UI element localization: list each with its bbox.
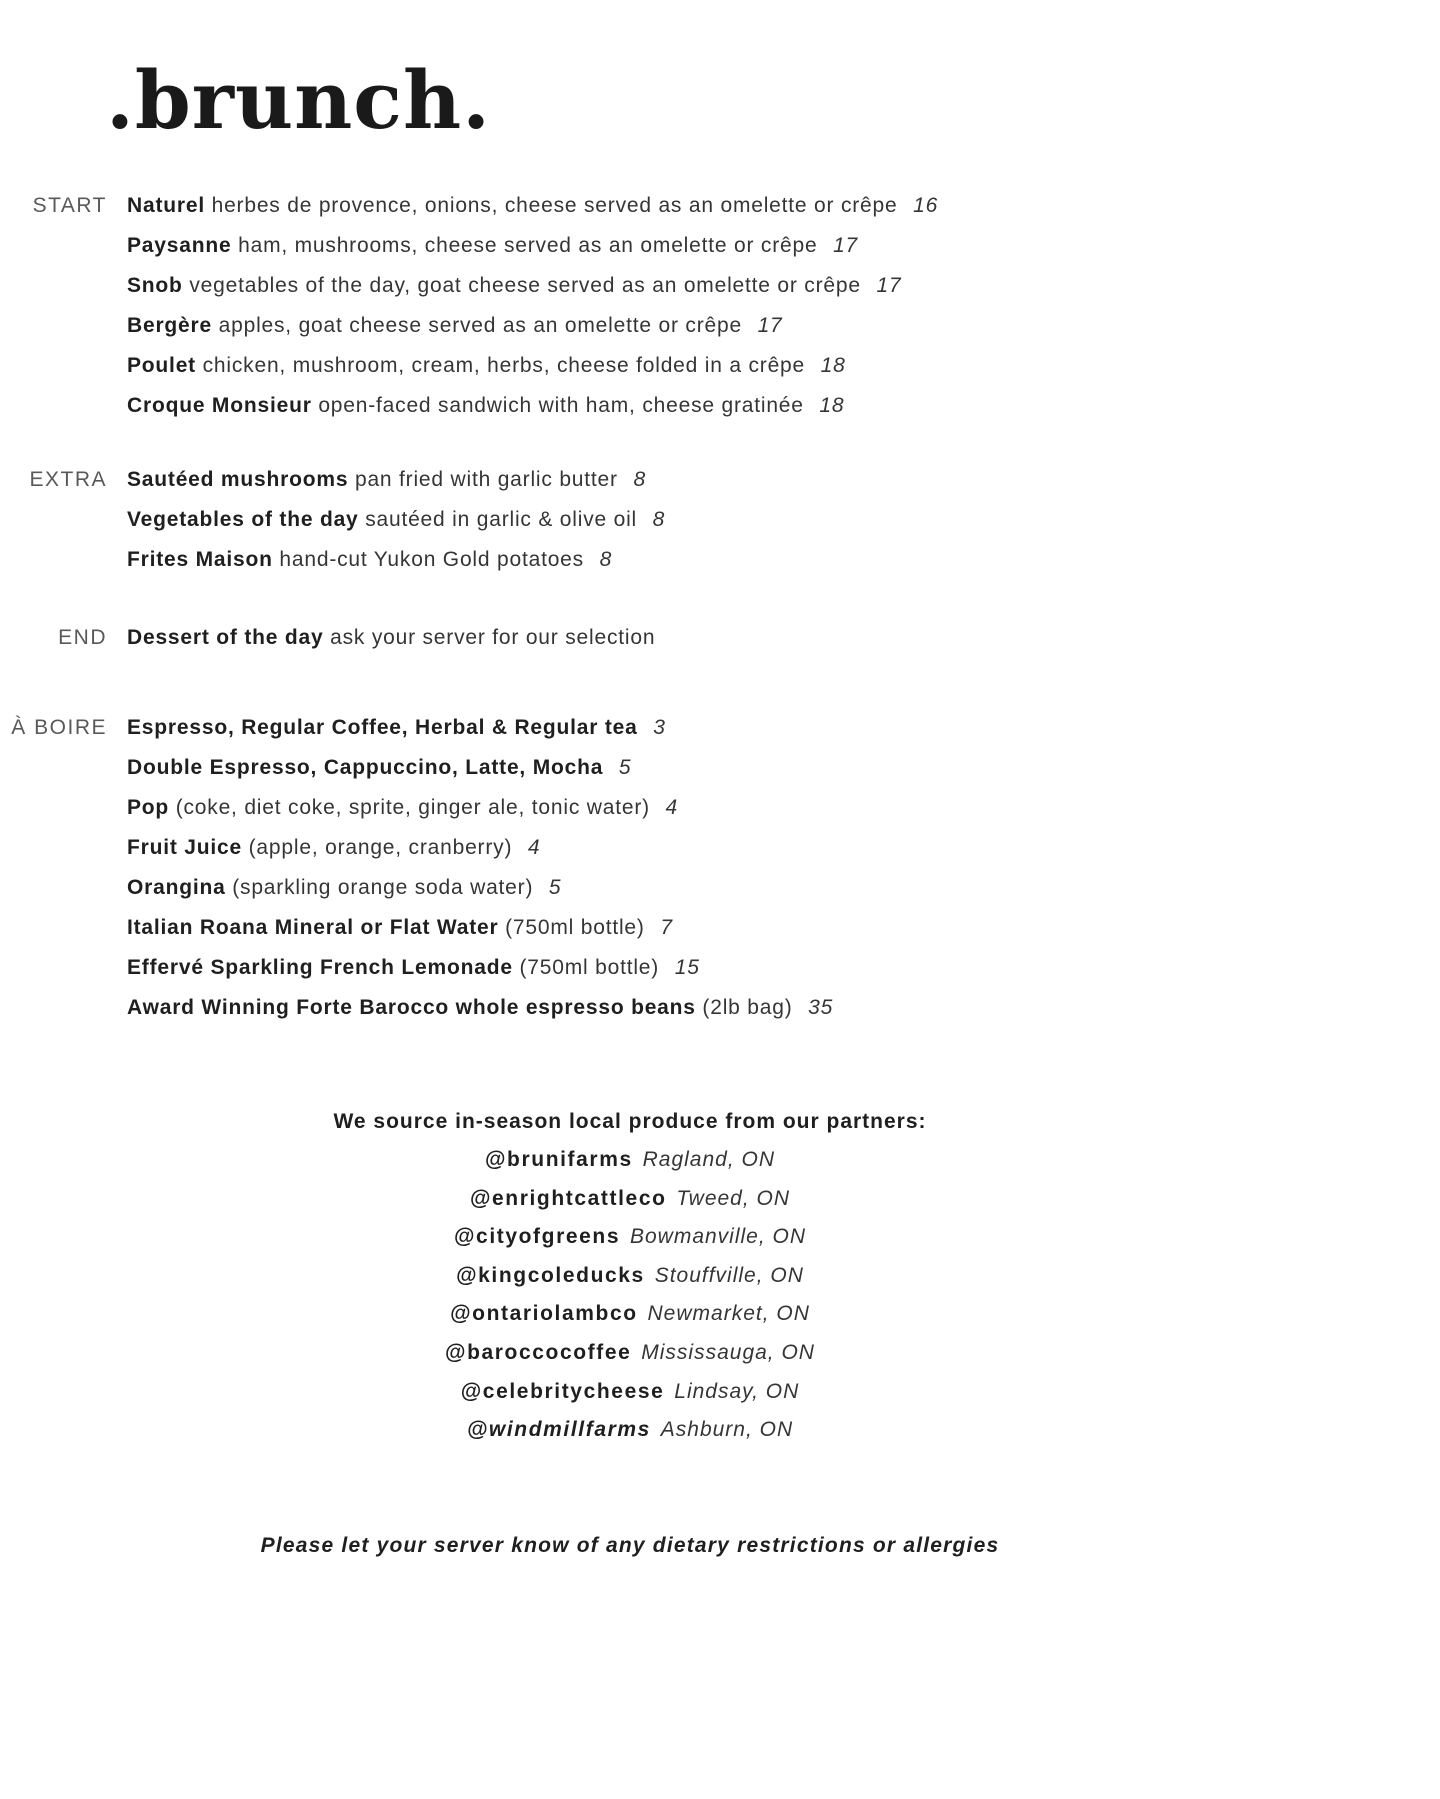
menu-item-desc: (apple, orange, cranberry) xyxy=(248,836,513,859)
partner-row xyxy=(0,1334,1260,1373)
menu-item-price: 4 xyxy=(527,836,541,859)
allergy-notice: Please let your server know of any dietary restrictions or allergies xyxy=(260,1533,1000,1557)
menu-item-desc: herbes de provence, onions, cheese served as an omelette or crêpe xyxy=(211,194,898,217)
menu-item-name: Naturel xyxy=(127,194,205,217)
section-items xyxy=(127,618,664,658)
menu-item-name: Espresso, Regular Coffee, Herbal & Regular tea xyxy=(127,716,638,739)
menu-item-name: Double Espresso, Cappuccino, Latte, Mocha xyxy=(127,756,604,779)
menu-item-name: Poulet xyxy=(127,354,196,377)
partner-handle: @celebritycheese xyxy=(460,1379,665,1403)
menu-item-price: 3 xyxy=(653,716,666,739)
section-label: END xyxy=(58,626,107,649)
menu-item-row xyxy=(127,748,833,788)
menu-section-extra xyxy=(0,460,1440,580)
menu-item-row xyxy=(127,828,833,868)
menu-item-desc: (750ml bottle) xyxy=(519,956,660,979)
menu-item-desc: (coke, diet coke, sprite, ginger ale, tonic water) xyxy=(175,796,650,819)
menu-item-row xyxy=(127,948,833,988)
menu-item-price: 8 xyxy=(633,468,646,491)
section-label: EXTRA xyxy=(29,468,107,491)
menu-item-row xyxy=(127,618,664,658)
menu-item-desc: sautéed in garlic & olive oil xyxy=(365,508,638,531)
menu-item-row xyxy=(127,788,833,828)
menu-item-price: 5 xyxy=(618,756,632,779)
partner-location: Ragland, ON xyxy=(642,1148,775,1171)
menu-item-name: Croque Monsieur xyxy=(127,394,312,417)
menu-item-row xyxy=(127,868,833,908)
menu-item-name: Bergère xyxy=(127,314,212,337)
partner-handle: @baroccocoffee xyxy=(445,1340,632,1364)
menu-item-row xyxy=(127,988,833,1028)
menu-item-price: 8 xyxy=(599,548,613,571)
partner-location: Ashburn, ON xyxy=(660,1418,794,1442)
menu-item-price: 17 xyxy=(757,314,783,337)
menu-section-end xyxy=(0,618,1440,658)
menu-item-row xyxy=(127,386,938,426)
menu-item-desc: apples, goat cheese served as an omelette or crêpe xyxy=(218,314,742,337)
partner-handle: @brunifarms xyxy=(484,1148,633,1171)
partners-heading: We source in-season local produce from our partners: xyxy=(333,1110,927,1133)
partner-handle: @cityofgreens xyxy=(453,1225,621,1249)
partner-row xyxy=(0,1411,1260,1450)
menu-item-row xyxy=(127,226,938,266)
menu-item-price: 18 xyxy=(820,354,846,377)
menu-section-a-boire xyxy=(0,708,1440,1028)
partner-handle: @kingcoleducks xyxy=(456,1263,645,1287)
menu-item-price: 16 xyxy=(913,194,939,217)
menu-item-desc: ask your server for our selection xyxy=(330,626,656,649)
partner-location: Bowmanville, ON xyxy=(629,1225,807,1249)
menu-item-price: 5 xyxy=(548,876,562,899)
menu-item-row xyxy=(127,708,833,748)
partner-location: Lindsay, ON xyxy=(674,1379,800,1403)
menu-item-row xyxy=(127,346,938,386)
menu-item-price: 4 xyxy=(665,796,679,819)
menu-item-price: 17 xyxy=(833,234,859,257)
menu-item-name: Effervé Sparkling French Lemonade xyxy=(127,956,513,979)
menu-item-name: Fruit Juice xyxy=(127,836,242,859)
partner-row xyxy=(0,1180,1260,1219)
menu-item-name: Dessert of the day xyxy=(127,626,324,649)
partner-row xyxy=(0,1141,1260,1180)
partner-location: Tweed, ON xyxy=(676,1186,791,1210)
section-items xyxy=(127,186,938,426)
partner-handle: @enrightcattleco xyxy=(469,1186,667,1210)
menu-body xyxy=(0,186,1440,1028)
partner-location: Mississauga, ON xyxy=(641,1340,815,1364)
partner-row xyxy=(0,1373,1260,1412)
menu-item-row xyxy=(127,540,665,580)
menu-item-name: Vegetables of the day xyxy=(127,508,359,531)
menu-section-start xyxy=(0,186,1440,426)
menu-item-name: Paysanne xyxy=(127,234,232,257)
menu-item-name: Frites Maison xyxy=(127,548,273,571)
menu-item-price: 7 xyxy=(660,916,673,939)
menu-item-desc: chicken, mushroom, cream, herbs, cheese folded in a crêpe xyxy=(202,354,806,377)
menu-item-row xyxy=(127,306,938,346)
partner-handle: @windmillfarms xyxy=(466,1418,651,1442)
menu-item-price: 17 xyxy=(876,274,902,297)
section-label: START xyxy=(32,194,107,217)
menu-item-price: 15 xyxy=(674,956,700,979)
menu-item-price: 35 xyxy=(808,996,834,1019)
menu-item-price: 18 xyxy=(819,394,845,417)
menu-item-desc: (2lb bag) xyxy=(702,996,793,1019)
menu-item-desc: (750ml bottle) xyxy=(505,916,645,939)
partner-location: Stouffville, ON xyxy=(654,1263,804,1287)
menu-item-row xyxy=(127,460,665,500)
menu-item-name: Snob xyxy=(127,274,183,297)
menu-item-desc: open-faced sandwich with ham, cheese gratinée xyxy=(318,394,804,417)
menu-item-desc: ham, mushrooms, cheese served as an omelette or crêpe xyxy=(238,234,818,257)
partner-handle: @ontariolambco xyxy=(450,1302,638,1326)
menu-item-desc: vegetables of the day, goat cheese served as an omelette or crêpe xyxy=(189,274,861,297)
menu-item-price: 8 xyxy=(652,508,666,531)
menu-item-desc: (sparkling orange soda water) xyxy=(232,876,534,899)
menu-item-name: Award Winning Forte Barocco whole espresso beans xyxy=(127,996,696,1019)
menu-item-row xyxy=(127,500,665,540)
menu-title: .brunch. xyxy=(106,53,491,147)
menu-item-row xyxy=(127,186,938,226)
section-items xyxy=(127,460,665,580)
section-items xyxy=(127,708,833,1028)
section-label: À BOIRE xyxy=(11,716,107,739)
menu-item-name: Orangina xyxy=(127,876,226,899)
menu-item-row xyxy=(127,266,938,306)
partner-row xyxy=(0,1257,1260,1296)
menu-item-name: Sautéed mushrooms xyxy=(127,468,349,491)
partner-row xyxy=(0,1295,1260,1334)
menu-item-row xyxy=(127,908,833,948)
partners-section xyxy=(0,1102,1440,1450)
partner-row xyxy=(0,1218,1260,1257)
menu-item-desc: pan fried with garlic butter xyxy=(354,468,618,491)
menu-item-name: Pop xyxy=(127,796,170,819)
menu-item-name: Italian Roana Mineral or Flat Water xyxy=(127,916,499,939)
partner-location: Newmarket, ON xyxy=(647,1302,810,1326)
menu-item-desc: hand-cut Yukon Gold potatoes xyxy=(279,548,584,571)
